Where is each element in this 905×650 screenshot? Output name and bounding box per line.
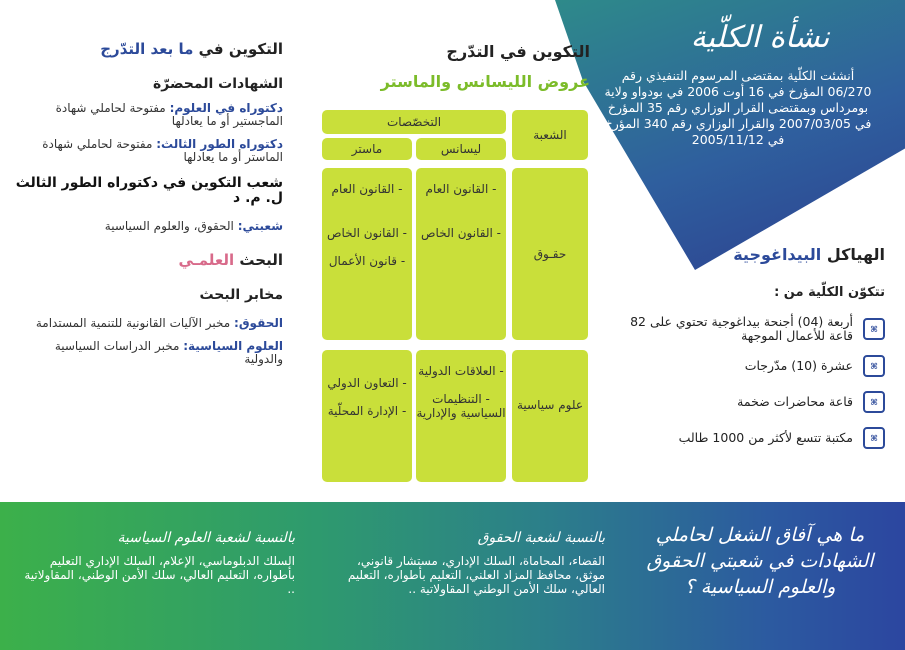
specialty-item: - قانون الأعمال [328, 254, 406, 268]
lab-law-text: مخبر الآليات القانونية للتنمية المستدامة [35, 316, 231, 330]
law-licence-cell [416, 168, 506, 340]
research-title-a: البحث [239, 251, 283, 269]
careers-law-text: القضاء، المحاماة، السلك الإداري، مستشار قانوني، موثق، محافظ المزاد العلني، التعليم بأطواره، التعليم العالي، سلك الأمن الوطني المقاولاتية .. [347, 554, 605, 596]
research-title [15, 251, 283, 269]
pol-licence-cell [416, 350, 506, 482]
postgrad-title-b: ما بعد التدّرج [100, 40, 194, 58]
prepared-degrees-heading: الشهادات المحضرّة [152, 76, 283, 92]
lab-law [15, 317, 283, 330]
labs-heading: مخابر البحث [199, 287, 283, 303]
specialty-item: - القانون العام [425, 182, 497, 196]
network-icon: ⌘ [863, 427, 885, 449]
doctorate-lmd-label: دكتوراه الطور الثالث: [156, 137, 283, 151]
specialty-item: - القانون الخاص [421, 226, 501, 240]
branch-law: حقـوق [512, 168, 588, 340]
careers-political [15, 530, 295, 596]
pedagogic-subtitle: تتكوّن الكلّية من : [774, 285, 885, 300]
lab-law-label: الحقوق: [234, 316, 283, 330]
doctorate-branches-heading: شعب التكوين في دكتوراه الطور الثالث ل. م. د [15, 175, 283, 206]
law-master-cell [322, 168, 412, 340]
lab-political-text: مخبر الدراسات السياسية والدولية [54, 339, 283, 366]
pedagogic-item-text: قاعة محاضرات ضخمة [737, 394, 853, 409]
lab-political-label: العلوم السياسية: [183, 339, 283, 353]
careers-question: ما هي آفاق الشغل لحاملي الشهادات في شعبتي الحقوق والعلوم السياسية ؟ [646, 524, 874, 598]
careers-political-title: بالنسبة لشعبة العلوم السياسية [117, 530, 295, 546]
doctorate-branches-label: شعبتي: [237, 219, 283, 233]
list-item [615, 315, 885, 343]
postgrad-title [15, 40, 283, 58]
undergrad-title: التكوين في التدّرج [446, 42, 590, 61]
careers-political-text: السلك الدبلوماسي، الإعلام، السلك الإداري التعليم بأطواره، التعليم العالي، سلك الأمن الوطني، المقاولاتية .. [24, 554, 295, 596]
specialty-item: - التنظيمات السياسية والإدارية [416, 392, 506, 420]
header-branch: الشعبة [512, 110, 588, 160]
specialty-item: - القانون الخاص [327, 226, 407, 240]
header-licence: ليسانس [416, 138, 506, 160]
doctorate-sciences-text: مفتوحة لحاملي شهادة الماجستير أو ما يعادلها [55, 101, 283, 128]
careers-law [325, 530, 605, 596]
lab-political [15, 340, 283, 366]
doctorate-branches-text: الحقوق، والعلوم السياسية [104, 219, 234, 233]
doctorate-lmd [15, 138, 283, 164]
header-specialties: التخصّصات [322, 110, 506, 134]
careers-law-title: بالنسبة لشعبة الحقوق [477, 530, 605, 546]
specialty-item: - التعاون الدولي [327, 376, 407, 390]
pedagogic-item-text: عشرة (10) مدّرجات [744, 358, 853, 373]
pedagogic-title-b: البيداغوجية [733, 245, 822, 264]
list-item [615, 355, 885, 377]
research-title-b: العلمـي [178, 251, 235, 269]
specialty-item: - القانون العام [331, 182, 403, 196]
header-master: ماستر [322, 138, 412, 160]
intro-text: أنشئت الكلّية بمقتضى المرسوم التنفيذي رقم 06/270 المؤرخ في 16 أوت 2006 في بودواو ولاية بومرداس وبمقتضى القرار الوزاري رقم 35 المؤرخ في 2007/03/05 والقرار الوزاري رقم 340 المؤرخ في 2005/11/12 [604, 68, 872, 147]
intro-title: نشأة الكلّية [690, 20, 830, 55]
pedagogic-title [733, 245, 885, 264]
network-icon: ⌘ [863, 318, 885, 340]
doctorate-branches [15, 220, 283, 233]
network-icon: ⌘ [863, 355, 885, 377]
undergrad-subtitle: عروض الليسانس والماستر [380, 72, 590, 91]
doctorate-sciences [15, 102, 283, 128]
list-item [615, 427, 885, 449]
doctorate-lmd-text: مفتوحة لحاملي شهادة الماستر أو ما يعادلها [42, 137, 283, 164]
specialty-item: - الإدارة المحلّية [327, 404, 407, 418]
network-icon: ⌘ [863, 391, 885, 413]
specialty-item: - العلاقات الدولية [418, 364, 504, 378]
doctorate-sciences-label: دكتوراه في العلوم: [169, 101, 283, 115]
list-item [615, 391, 885, 413]
branch-political-science: علوم سياسية [512, 350, 588, 482]
pedagogic-title-a: الهياكل [826, 245, 885, 264]
pedagogic-list [615, 315, 885, 463]
postgrad-title-a: التكوين في [198, 40, 283, 58]
pedagogic-item-text: مكتبة تتسع لأكثر من 1000 طالب [678, 430, 853, 445]
postgrad-column [15, 40, 283, 366]
pol-master-cell [322, 350, 412, 482]
pedagogic-item-text: أربعة (04) أجنحة بيداغوجية تحتوي على 82 قاعة للأعمال الموجهة [630, 314, 853, 343]
